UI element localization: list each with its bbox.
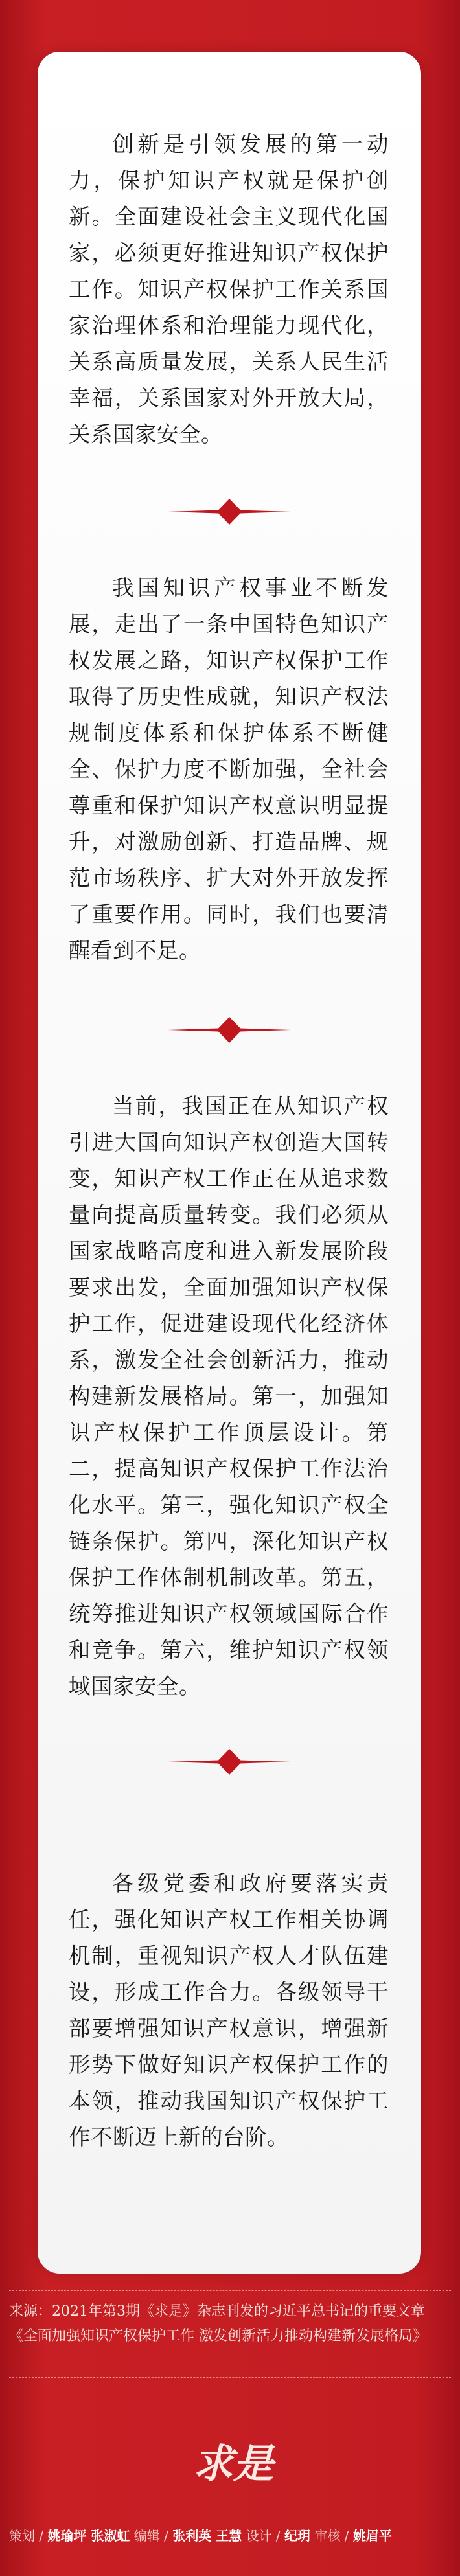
source-note: 来源：2021年第3期《求是》杂志刊发的习近平总书记的重要文章《全面加强知识产权保护工作 激发创新活力推动构建新发展格局》 bbox=[9, 2303, 427, 2344]
editor-names: 张利英 王慧 bbox=[172, 2528, 242, 2544]
footer-divider-bottom bbox=[9, 2377, 451, 2378]
design-label: 设计 / bbox=[246, 2528, 285, 2544]
design-names: 纪玥 bbox=[284, 2528, 311, 2544]
logo-text: 求是 bbox=[192, 2440, 274, 2487]
paragraph-block-4 bbox=[38, 1865, 421, 2156]
diamond-ornament-icon bbox=[168, 1749, 291, 1775]
qiushi-calligraphy-icon bbox=[188, 2426, 279, 2497]
paragraph-block-1 bbox=[38, 126, 421, 453]
review-label: 审核 / bbox=[314, 2528, 353, 2544]
ornament-divider-1 bbox=[38, 499, 421, 525]
footer-divider-top bbox=[9, 2290, 451, 2291]
paragraph-block-2 bbox=[38, 570, 421, 969]
editor-label: 编辑 / bbox=[133, 2528, 173, 2544]
planning-names: 姚瑜坪 张淑虹 bbox=[47, 2528, 130, 2544]
paragraph-4: 各级党委和政府要落实责任，强化知识产权工作相关协调机制，重视知识产权人才队伍建设，形成工作合力。各级领导干部要增强知识产权意识，增强新形势下做好知识产权保护工作的本领，推动我国知识产权保护工作不断迈上新的台阶。 bbox=[69, 1871, 389, 2150]
paragraph-block-3 bbox=[38, 1088, 421, 1705]
ornament-divider-2 bbox=[38, 1017, 421, 1043]
qiushi-logo bbox=[188, 2426, 279, 2497]
diamond-ornament-icon bbox=[168, 1017, 291, 1043]
review-names: 姚眉平 bbox=[352, 2528, 392, 2544]
ornament-divider-3 bbox=[38, 1749, 421, 1775]
planning-label: 策划 / bbox=[9, 2528, 48, 2544]
credits-line bbox=[9, 2526, 456, 2546]
diamond-ornament-icon bbox=[168, 499, 291, 525]
paragraph-2: 我国知识产权事业不断发展，走出了一条中国特色知识产权发展之路，知识产权保护工作取得了历史性成就，知识产权法规制度体系和保护体系不断健全、保护力度不断加强，全社会尊重和保护知识产权意识明显提升，对激励创新、打造品牌、规范市场秩序、扩大对外开放发挥了重要作用。同时，我们也要清醒看到不足。 bbox=[69, 575, 389, 963]
paragraph-3: 当前，我国正在从知识产权引进大国向知识产权创造大国转变，知识产权工作正在从追求数量向提高质量转变。我们必须从国家战略高度和进入新发展阶段要求出发，全面加强知识产权保护工作，促进建设现代化经济体系，激发全社会创新活力，推动构建新发展格局。第一，加强知识产权保护工作顶层设计。第二，提高知识产权保护工作法治化水平。第三，强化知识产权全链条保护。第四，深化知识产权保护工作体制机制改革。第五，统筹推进知识产权领域国际合作和竞争。第六，维护知识产权领域国家安全。 bbox=[69, 1093, 389, 1699]
paragraph-1: 创新是引领发展的第一动力，保护知识产权就是保护创新。全面建设社会主义现代化国家，必须更好推进知识产权保护工作。知识产权保护工作关系国家治理体系和治理能力现代化，关系高质量发展，关系人民生活幸福，关系国家对外开放大局，关系国家安全。 bbox=[69, 131, 389, 447]
